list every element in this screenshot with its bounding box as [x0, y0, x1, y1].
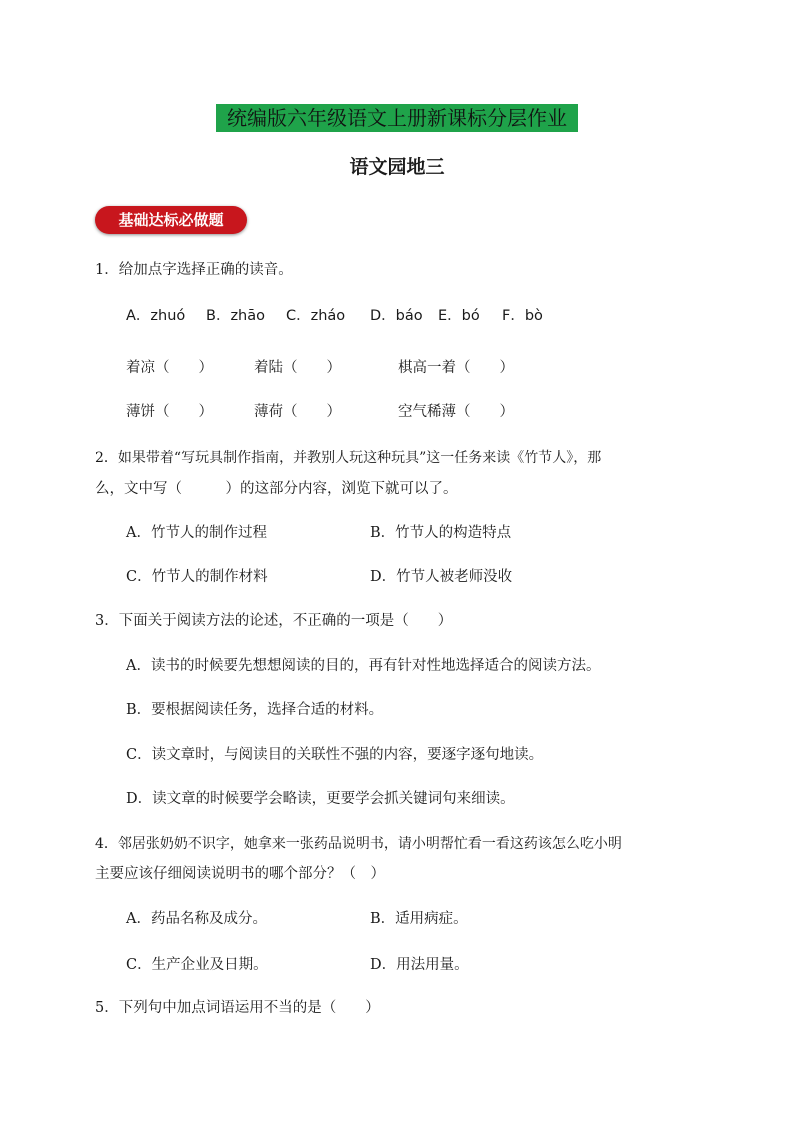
question-2-stem-line1: 2．如果带着“写玩具制作指南，并教别人玩这种玩具”这一任务来读《竹节人》，那	[95, 450, 602, 466]
question-2-option-b: B．竹节人的构造特点	[370, 525, 512, 541]
question-2-stem-line2: 么，文中写（ ）的这部分内容，浏览下就可以了。	[95, 481, 458, 497]
q1-option-b: B．zhāo	[206, 308, 266, 324]
q1-item-zhaolu: 着陆（ ）	[254, 360, 341, 376]
q1-item-zhaoliang: 着凉（ ）	[126, 360, 213, 376]
question-2-option-a: A．竹节人的制作过程	[126, 525, 267, 541]
question-1-options	[126, 306, 543, 326]
question-2-option-c: C．竹节人的制作材料	[126, 569, 268, 585]
question-4-option-a: A．药品名称及成分。	[126, 911, 267, 927]
question-3-option-c: C．读文章时，与阅读目的关联性不强的内容，要逐字逐句地读。	[126, 747, 544, 763]
question-3-option-d: D．读文章的时候要学会略读，更要学会抓关键词句来细读。	[126, 791, 515, 807]
q1-item-bohe: 薄荷（ ）	[254, 404, 341, 420]
q1-item-kongqixibo: 空气稀薄（ ）	[398, 404, 514, 420]
q1-item-baobing: 薄饼（ ）	[126, 404, 213, 420]
q1-option-f: F．bò	[502, 308, 543, 324]
section-badge: 基础达标必做题	[95, 206, 247, 234]
q1-item-qigaoyizhao: 棋高一着（ ）	[398, 360, 514, 376]
question-1-stem: 1．给加点字选择正确的读音。	[95, 262, 293, 278]
question-3-option-b: B．要根据阅读任务，选择合适的材料。	[126, 702, 384, 718]
question-5-stem: 5．下列句中加点词语运用不当的是（ ）	[95, 1000, 380, 1016]
question-2-option-d: D．竹节人被老师没收	[370, 569, 513, 585]
page-title: 语文园地三	[349, 156, 445, 178]
question-4-stem-line2: 主要应该仔细阅读说明书的哪个部分？（ ）	[95, 866, 385, 882]
question-3-option-a: A．读书的时候要先想想阅读的目的，再有针对性地选择适合的阅读方法。	[126, 658, 601, 674]
q1-option-e: E．bó	[438, 308, 480, 324]
worksheet-banner: 统编版六年级语文上册新课标分层作业	[216, 104, 578, 132]
question-4-option-d: D．用法用量。	[370, 957, 469, 973]
question-4-option-c: C．生产企业及日期。	[126, 957, 268, 973]
q1-option-d: D．báo	[370, 308, 423, 324]
question-3-stem: 3．下面关于阅读方法的论述，不正确的一项是（ ）	[95, 613, 453, 629]
question-4-option-b: B．适用病症。	[370, 911, 468, 927]
q1-option-a: A．zhuó	[126, 308, 186, 324]
question-4-stem-line1: 4．邻居张奶奶不识字，她拿来一张药品说明书，请小明帮忙看一看这药该怎么吃小明	[95, 836, 622, 852]
q1-option-c: C．zháo	[286, 308, 346, 324]
